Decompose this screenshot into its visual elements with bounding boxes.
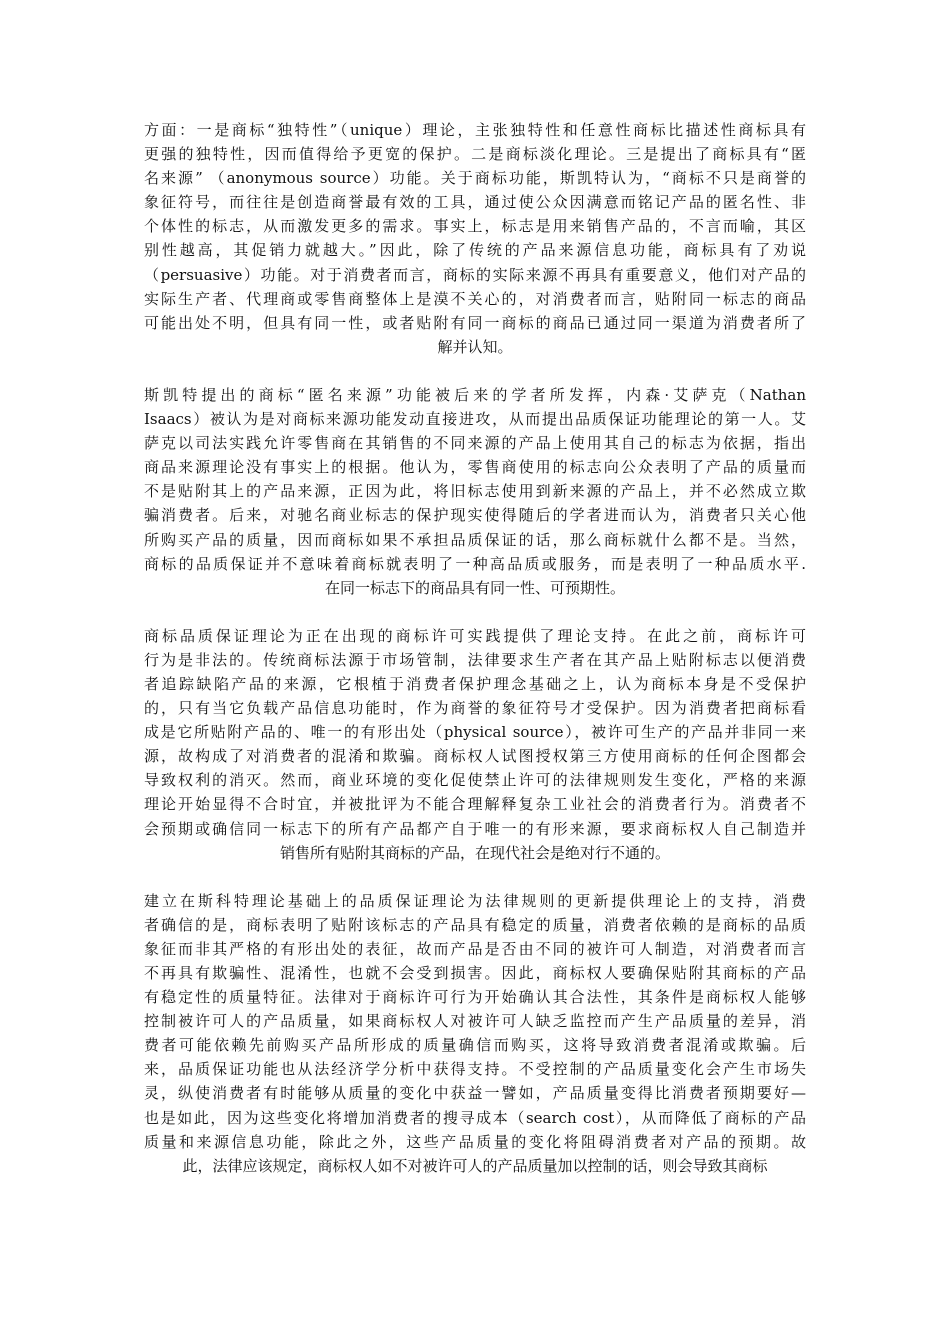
text-line: 象征符号，而往往是创造商誉最有效的工具，通过使公众因满意而铭记产品的匿名性、非 xyxy=(144,193,806,212)
text-line: （persuasive）功能。对于消费者而言，商标的实际来源不再具有重要意义，他们对产品的 xyxy=(144,265,806,284)
text-line: 所购买产品的质量，因而商标如果不承担品质保证的话，那么商标就什么都不是。当然， xyxy=(144,530,806,549)
text-line: 者确信的是，商标表明了贴附该标志的产品具有稳定的质量，消费者依赖的是商标的品质 xyxy=(144,915,806,934)
text-line: 理论开始显得不合时宜，并被批评为不能合理解释复杂工业社会的消费者行为。消费者不 xyxy=(144,795,806,814)
text-line: 建立在斯科特理论基础上的品质保证理论为法律规则的更新提供理论上的支持，消费 xyxy=(144,891,806,910)
text-line: 萨克以司法实践允许零售商在其销售的不同来源的产品上使用其自己的标志为依据，指出 xyxy=(144,434,806,453)
text-line: 不是贴附其上的产品来源，正因为此，将旧标志使用到新来源的产品上，并不必然成立欺 xyxy=(144,482,806,501)
paragraph xyxy=(144,624,806,865)
text-line: 导致权利的消灭。然而，商业环境的变化促使禁止许可的法律规则发生变化，严格的来源 xyxy=(144,771,806,790)
text-line: 个体性的标志，从而激发更多的需求。事实上，标志是用来销售产品的，不言而喻，其区 xyxy=(144,217,806,236)
text-line: 有稳定性的质量特征。法律对于商标许可行为开始确认其合法性，其条件是商标权人能够 xyxy=(144,988,806,1007)
paragraph xyxy=(144,383,806,600)
text-line: 实际生产者、代理商或零售商整体上是漠不关心的，对消费者而言，贴附同一标志的商品 xyxy=(144,289,806,308)
paragraph xyxy=(144,118,806,359)
text-line: 灵，纵使消费者有时能够从质量的变化中获益一譬如，产品质量变得比消费者预期要好— xyxy=(144,1084,806,1103)
text-line: 的，只有当它负载产品信息功能时，作为商誉的象征符号才受保护。因为消费者把商标看 xyxy=(144,699,806,718)
text-line: 质量和来源信息功能，除此之外，这些产品质量的变化将阻碍消费者对产品的预期。故 xyxy=(144,1132,806,1151)
text-line: 者追踪缺陷产品的来源，它根植于消费者保护理念基础之上，认为商标本身是不受保护 xyxy=(144,674,806,693)
text-line: 也是如此，因为这些变化将增加消费者的搜寻成本（search cost），从而降低了商标的产品 xyxy=(144,1108,806,1127)
text-line: 不再具有欺骗性、混淆性，也就不会受到损害。因此，商标权人要确保贴附其商标的产品 xyxy=(144,964,806,982)
text-line: 销售所有贴附其商标的产品，在现代社会是绝对行不通的。 xyxy=(279,843,670,862)
text-line: 骗消费者。后来，对驰名商业标志的保护现实使得随后的学者进而认为，消费者只关心他 xyxy=(144,506,806,525)
text-line: 更强的独特性，因而值得给予更宽的保护。二是商标淡化理论。三是提出了商标具有“匿 xyxy=(144,145,806,164)
text-line: 别性越高，其促销力就越大。”因此，除了传统的产品来源信息功能，商标具有了劝说 xyxy=(144,241,806,260)
text-line: 源，故构成了对消费者的混淆和欺骗。商标权人试图授权第三方使用商标的任何企图都会 xyxy=(144,747,806,766)
text-line: 在同一标志下的商品具有同一性、可预期性。 xyxy=(324,578,625,597)
text-line: 费者可能依赖先前购买产品所形成的质量确信而购买，这将导致消费者混淆或欺骗。后 xyxy=(144,1036,806,1055)
text-line: 行为是非法的。传统商标法源于市场管制，法律要求生产者在其产品上贴附标志以便消费 xyxy=(144,650,806,669)
text-line: 象征而非其严格的有形出处的表征，故而产品是否由不同的被许可人制造，对消费者而言 xyxy=(144,939,806,958)
text-line: 成是它所贴附产品的、唯一的有形出处（physical source），被许可生产的产品并非同一来 xyxy=(144,723,806,742)
text-line: 名来源” （anonymous source）功能。关于商标功能，斯凯特认为，“商标不只是商誉的 xyxy=(144,169,806,188)
paragraph xyxy=(144,889,806,1178)
text-line: 解并认知。 xyxy=(437,337,513,356)
text-line: 此，法律应该规定，商标权人如不对被许可人的产品质量加以控制的话，则会导致其商标 xyxy=(182,1156,768,1175)
text-line: 斯凯特提出的商标“匿名来源”功能被后来的学者所发挥，内森·艾萨克（Nathan xyxy=(144,385,806,404)
text-line: Isaacs）被认为是对商标来源功能发动直接进攻，从而提出品质保证功能理论的第一人。艾 xyxy=(144,410,806,429)
document-page xyxy=(144,118,806,1202)
text-line: 商标的品质保证并不意味着商标就表明了一种高品质或服务，而是表明了一种品质水平. xyxy=(144,554,806,573)
text-line: 可能出处不明，但具有同一性，或者贴附有同一商标的商品已通过同一渠道为消费者所了 xyxy=(144,313,806,332)
text-line: 控制被许可人的产品质量，如果商标权人对被许可人缺乏监控而产生产品质量的差异，消 xyxy=(144,1012,806,1031)
text-line: 方面：一是商标“独特性”（unique）理论，主张独特性和任意性商标比描述性商标具有 xyxy=(144,121,806,139)
text-line: 来，品质保证功能也从法经济学分析中获得支持。不受控制的产品质量变化会产生市场失 xyxy=(144,1060,806,1079)
text-line: 商标品质保证理论为正在出现的商标许可实践提供了理论支持。在此之前，商标许可 xyxy=(144,626,806,645)
text-line: 商品来源理论没有事实上的根据。他认为，零售商使用的标志向公众表明了产品的质量而 xyxy=(144,458,806,477)
text-line: 会预期或确信同一标志下的所有产品都产自于唯一的有形来源，要求商标权人自己制造并 xyxy=(144,819,806,838)
